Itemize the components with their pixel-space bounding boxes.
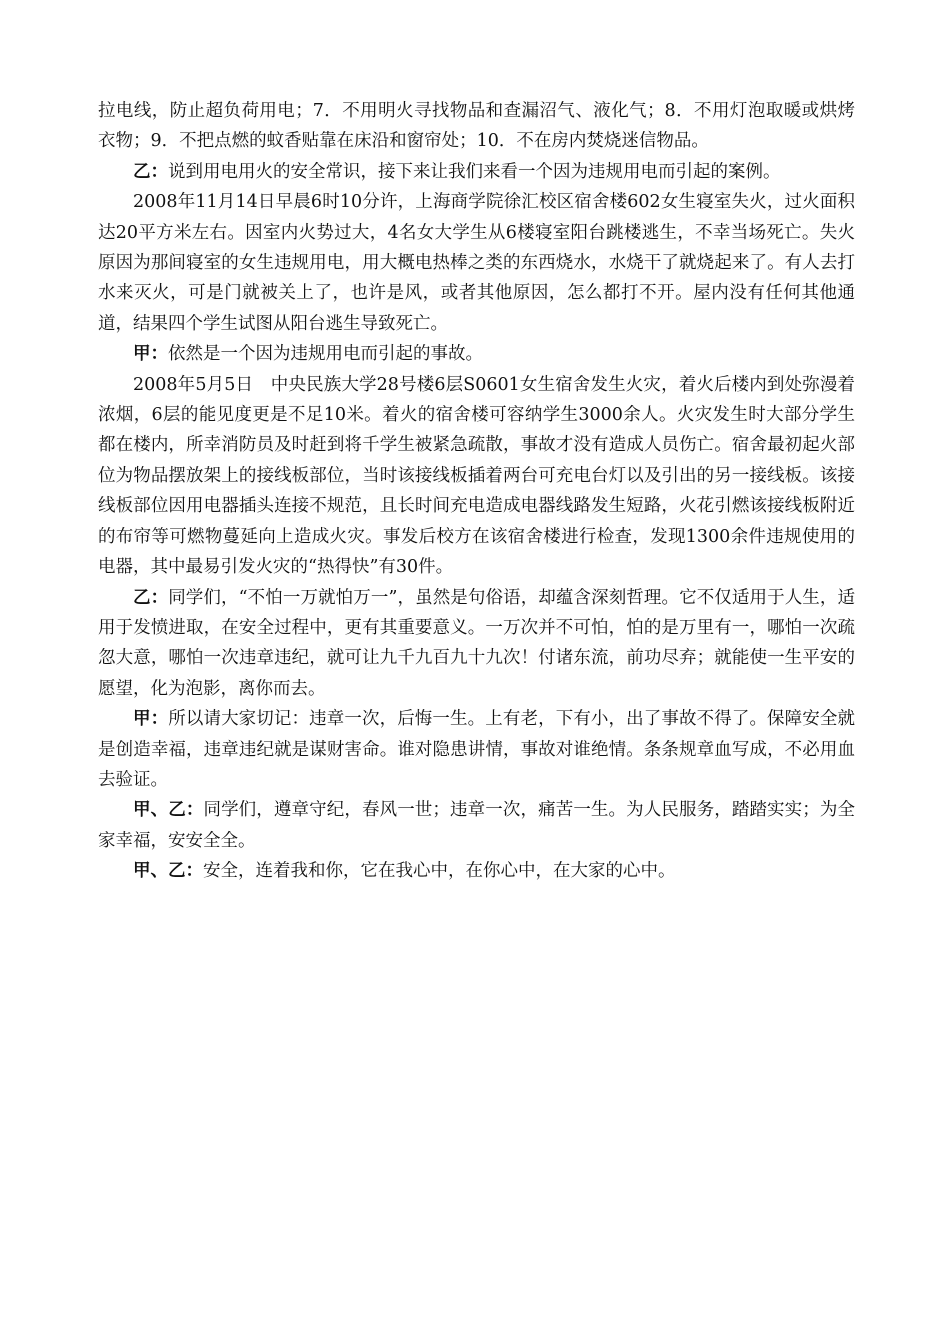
speaker-label: 乙： <box>133 587 169 608</box>
paragraph-text: 拉电线，防止超负荷用电；7．不用明火寻找物品和查漏沼气、液化气；8．不用灯泡取暖或烘烤衣物；9．不把点燃的蚊香贴靠在床沿和窗帘处；10．不在房内焚烧迷信物品。 <box>98 101 855 152</box>
paragraph-continuation <box>98 96 855 157</box>
paragraph-text: 说到用电用火的安全常识，接下来让我们来看一个因为违规用电而引起的案例。 <box>168 161 781 182</box>
speaker-label: 甲、乙： <box>133 861 203 882</box>
dialogue-paragraph <box>98 339 855 369</box>
paragraph-text: 同学们，遵章守纪，春风一世；违章一次，痛苦一生。为人民服务，踏踏实实；为全家幸福，安安全全。 <box>98 800 856 851</box>
speaker-label: 乙： <box>133 161 168 182</box>
case-paragraph <box>98 370 855 583</box>
paragraph-text: 所以请大家切记：违章一次，后悔一生。上有老，下有小，出了事故不得了。保障安全就是创造幸福，违章违纪就是谋财害命。谁对隐患讲情，事故对谁绝情。条条规章血写成，不必用血去验证。 <box>98 709 856 790</box>
dialogue-paragraph <box>98 856 855 886</box>
dialogue-paragraph <box>98 157 855 187</box>
paragraph-text: 安全，连着我和你，它在我心中，在你心中，在大家的心中。 <box>203 861 676 882</box>
paragraph-text: 同学们，“不怕一万就怕万一”，虽然是句俗语，却蕴含深刻哲理。它不仅适用于人生，适用于发愤进取，在安全过程中，更有其重要意义。一万次并不可怕，怕的是万里有一，哪怕一次疏忽大意，哪怕一次违章违纪，就可让九千九百九十九次！付诸东流，前功尽弃；就能使一生平安的愿望，化为泡影，离你而去。 <box>98 587 856 699</box>
dialogue-paragraph <box>98 583 855 705</box>
paragraph-text: 2008年11月14日早晨6时10分许，上海商学院徐汇校区宿舍楼602女生寝室失火，过火面积达20平方米左右。因室内火势过大，4名女大学生从6楼寝室阳台跳楼逃生，不幸当场死亡。失火原因为那间寝室的女生违规用电，用大概电热棒之类的东西烧水，水烧干了就烧起来了。有人去打水来灭火，可是门就被关上了，也许是风，或者其他原因，怎么都打不开。屋内没有任何其他通道，结果四个学生试图从阳台逃生导致死亡。 <box>98 192 855 334</box>
speaker-label: 甲、乙： <box>133 800 204 821</box>
speaker-label: 甲： <box>133 709 169 730</box>
document-body <box>98 96 855 887</box>
dialogue-paragraph <box>98 795 855 856</box>
dialogue-paragraph <box>98 704 855 795</box>
paragraph-text: 2008年5月5日 中央民族大学28号楼6层S0601女生宿舍发生火灾，着火后楼内到处弥漫着浓烟，6层的能见度更是不足10米。着火的宿舍楼可容纳学生3000余人。火灾发生时大部分学生都在楼内，所幸消防员及时赶到将千学生被紧急疏散，事故才没有造成人员伤亡。宿舍最初起火部位为物品摆放架上的接线板部位，当时该接线板插着两台可充电台灯以及引出的另一接线板。该接线板部位因用电器插头连接不规范，且长时间充电造成电器线路发生短路，火花引燃该接线板附近的布帘等可燃物蔓延向上造成火灾。事发后校方在该宿舍楼进行检查，发现1300余件违规使用的电器，其中最易引发火灾的“热得快”有30件。 <box>98 374 855 578</box>
case-paragraph <box>98 187 855 339</box>
speaker-label: 甲： <box>133 344 168 365</box>
paragraph-text: 依然是一个因为违规用电而引起的事故。 <box>168 344 483 365</box>
